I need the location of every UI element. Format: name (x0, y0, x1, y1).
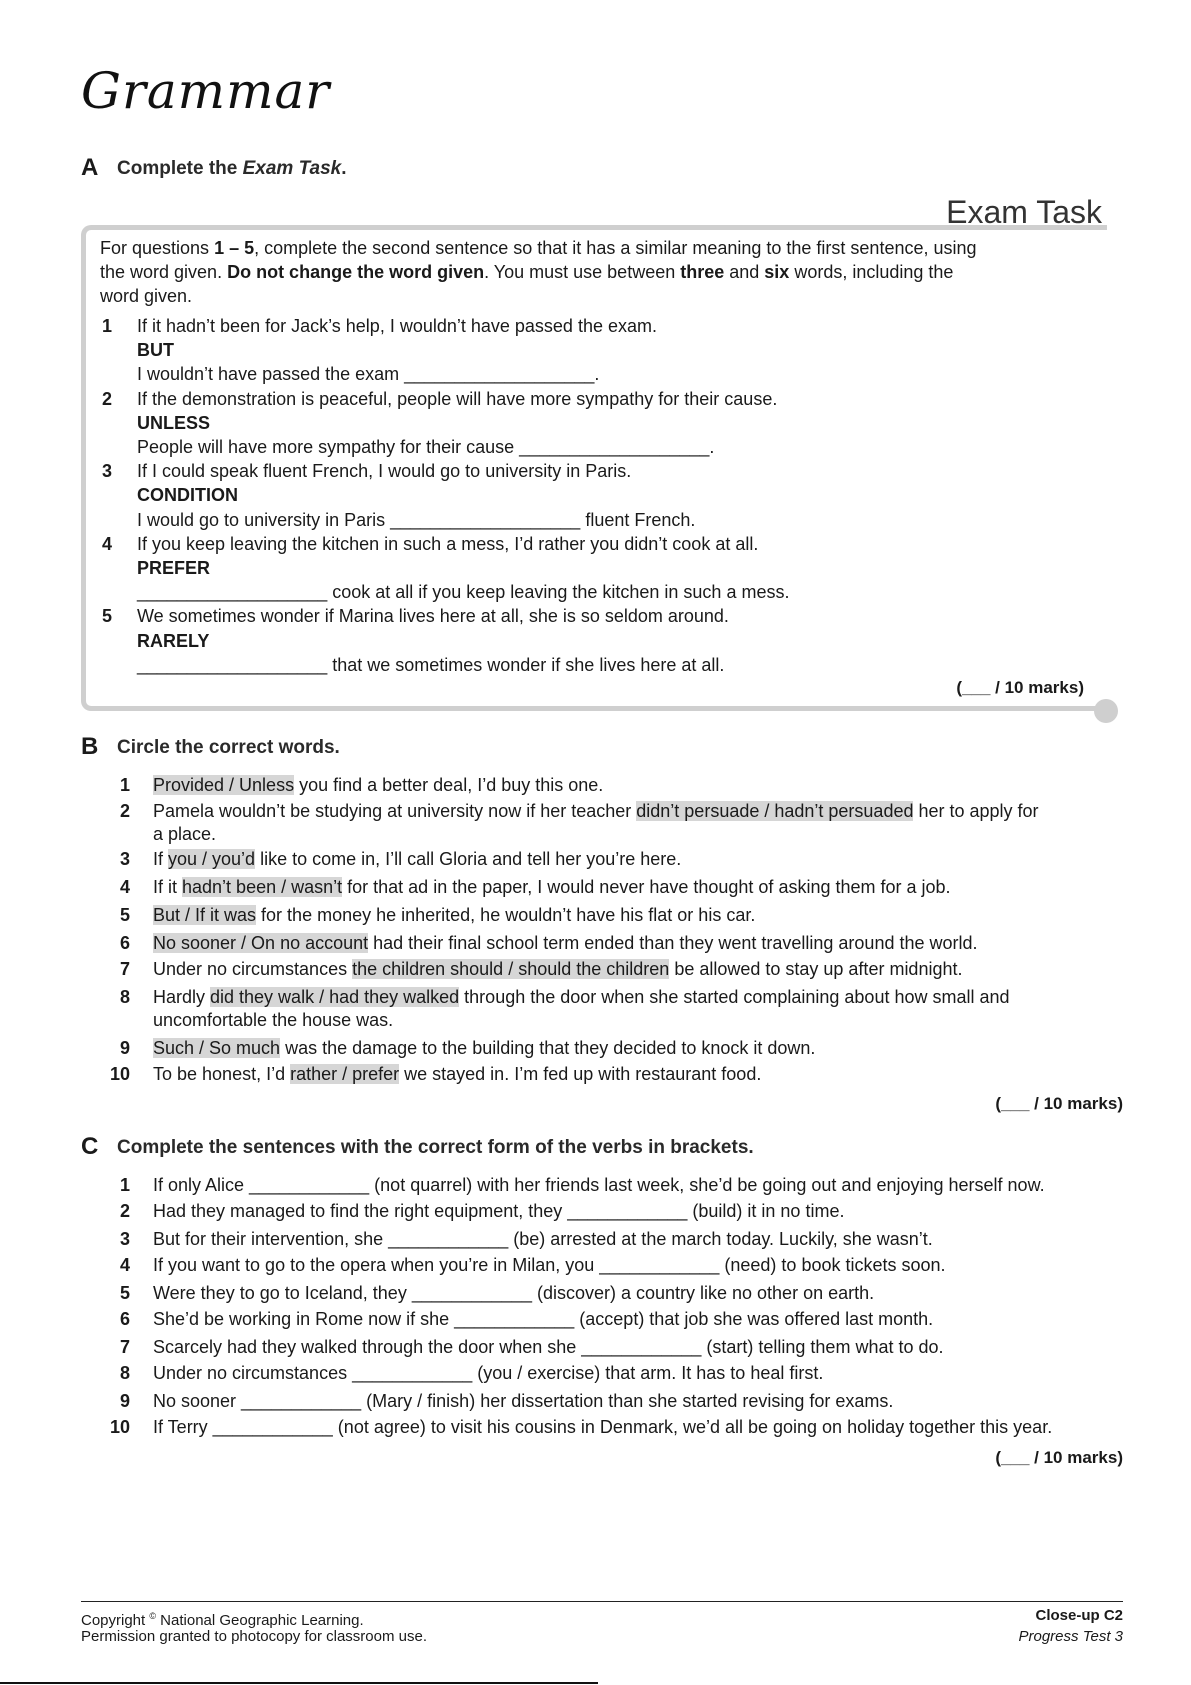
intro-text: For questions (100, 238, 215, 258)
item-answer-line[interactable]: People will have more sympathy for their cause ___________________. (137, 437, 715, 457)
section-a-instruction (117, 158, 347, 180)
list-item (153, 875, 951, 899)
intro-bold-text: 1 – 5 (214, 238, 255, 258)
intro-text: word given. (100, 286, 193, 306)
copyright-text: National Geographic Learning. (156, 1612, 364, 1629)
item-number: 3 (101, 461, 112, 482)
item-text: If (153, 849, 169, 869)
item-number: 3 (119, 1229, 130, 1249)
item-number: 6 (119, 933, 130, 953)
item-number: 6 (119, 1309, 130, 1329)
page-title: Grammar (81, 62, 331, 120)
section-a-letter: A (81, 154, 99, 181)
item-answer-line[interactable]: ___________________ that we sometimes wonder if she lives here at all. (137, 654, 725, 675)
section-c-letter: C (81, 1133, 99, 1160)
list-item (153, 957, 962, 981)
item-sentence: If I could speak fluent French, I would go to university in Paris. (137, 461, 632, 482)
intro-line (100, 284, 192, 308)
intro-bold-text: three (680, 262, 725, 282)
item-sentence: We sometimes wonder if Marina lives here at all, she is so seldom around. (137, 606, 729, 627)
item-number: 7 (119, 959, 130, 979)
intro-bold-text: six (764, 262, 790, 282)
item-text: To be honest, I’d (153, 1064, 291, 1084)
section-b-letter: B (81, 733, 99, 760)
section-b-marks: (___ / 10 marks) (995, 1094, 1123, 1113)
item-keyword: RARELY (137, 630, 210, 651)
intro-line (100, 236, 977, 260)
list-item[interactable]: Under no circumstances ____________ (you / exercise) that arm. It has to heal first. (153, 1363, 824, 1383)
item-number: 8 (119, 987, 130, 1007)
item-number: 3 (119, 849, 130, 869)
item-answer-line[interactable]: I would go to university in Paris ___________________ fluent French. (137, 509, 696, 530)
list-item[interactable]: But for their intervention, she ____________ (be) arrested at the march today. Luckily, she wasn’t. (153, 1229, 933, 1249)
item-sentence: If you keep leaving the kitchen in such a mess, I’d rather you didn’t cook at all. (137, 533, 759, 554)
item-number: 10 (109, 1064, 130, 1084)
item-number: 1 (119, 1175, 130, 1195)
list-item (153, 1036, 815, 1060)
word-choice[interactable]: you / you’d (168, 849, 256, 869)
instruction-text: Complete the (117, 158, 243, 179)
item-text: through the door when she started complaining about how small and (459, 987, 1010, 1007)
list-item (153, 985, 1010, 1009)
list-item[interactable]: No sooner ____________ (Mary / finish) her dissertation than she started revising for exams. (153, 1391, 894, 1411)
item-sentence: If it hadn’t been for Jack’s help, I wouldn’t have passed the exam. (137, 316, 657, 336)
word-choice[interactable]: rather / prefer (290, 1064, 400, 1084)
list-item[interactable]: If only Alice ____________ (not quarrel) with her friends last week, she’d be going out and enjoying herself now. (153, 1175, 1045, 1195)
item-text: Under no circumstances (153, 959, 353, 979)
instruction-text: . (341, 158, 347, 179)
footer-divider (81, 1601, 1123, 1602)
intro-bold-text: Do not change the word given (227, 262, 485, 282)
word-choice[interactable]: the children should / should the children (352, 959, 670, 979)
word-choice[interactable]: Provided / Unless (153, 775, 295, 795)
list-item[interactable]: Had they managed to find the right equipment, they ____________ (build) it in no time. (153, 1201, 845, 1221)
item-number: 7 (119, 1337, 130, 1357)
item-keyword: UNLESS (137, 412, 211, 433)
item-keyword: CONDITION (137, 485, 238, 506)
item-text: If it (153, 877, 183, 897)
footer-permission: Permission granted to photocopy for classroom use. (81, 1628, 428, 1645)
item-number: 4 (119, 877, 130, 897)
copyright-text: Copyright (81, 1612, 150, 1629)
item-text: for the money he inherited, he wouldn’t have his flat or his car. (256, 905, 756, 925)
item-number: 10 (109, 1417, 130, 1437)
item-number: 5 (119, 905, 130, 925)
list-item[interactable]: Scarcely had they walked through the door when she ____________ (start) telling them what to do. (153, 1337, 944, 1357)
list-item[interactable]: Were they to go to Iceland, they ____________ (discover) a country like no other on earth. (153, 1283, 875, 1303)
item-text: was the damage to the building that they decided to knock it down. (280, 1038, 816, 1058)
list-item (153, 847, 681, 871)
item-text: Pamela wouldn’t be studying at university now if her teacher (153, 801, 637, 821)
word-choice[interactable]: Such / So much (153, 1038, 281, 1058)
list-item[interactable]: If Terry ____________ (not agree) to visit his cousins in Denmark, we’d all be going on holiday together this year. (153, 1417, 1053, 1437)
list-item (153, 931, 978, 955)
word-choice[interactable]: But / If it was (153, 905, 257, 925)
footer-book-title: Close-up C2 (1035, 1607, 1123, 1624)
intro-line (100, 260, 953, 284)
section-c-instruction: Complete the sentences with the correct form of the verbs in brackets. (117, 1137, 754, 1158)
section-b-instruction: Circle the correct words. (117, 737, 340, 758)
item-number: 9 (119, 1391, 130, 1411)
item-keyword: BUT (137, 340, 174, 361)
item-text: we stayed in. I’m fed up with restaurant food. (399, 1064, 762, 1084)
item-number: 9 (119, 1038, 130, 1058)
item-number: 1 (101, 316, 112, 336)
item-text: had their final school term ended than they went travelling around the world. (368, 933, 978, 953)
list-item (153, 799, 1039, 823)
word-choice[interactable]: did they walk / had they walked (210, 987, 460, 1007)
copyright-symbol: © (149, 1611, 157, 1621)
item-number: 2 (119, 1201, 130, 1221)
item-answer-line[interactable]: I wouldn’t have passed the exam ___________________. (137, 364, 600, 385)
item-number: 5 (101, 606, 112, 627)
item-keyword: PREFER (137, 558, 211, 578)
item-text: like to come in, I’ll call Gloria and tell her you’re here. (255, 849, 682, 869)
item-text: you find a better deal, I’d buy this one. (294, 775, 604, 795)
item-continuation: uncomfortable the house was. (153, 1010, 394, 1030)
list-item[interactable]: If you want to go to the opera when you’re in Milan, you ____________ (need) to book tickets soon. (153, 1255, 946, 1275)
intro-text: , complete the second sentence so that it has a similar meaning to the first sentence, using (254, 238, 977, 258)
exam-task-label: Exam Task (946, 194, 1102, 230)
footer-test-name: Progress Test 3 (1018, 1628, 1123, 1645)
word-choice[interactable]: No sooner / On no account (153, 933, 369, 953)
section-c-marks: (___ / 10 marks) (995, 1448, 1123, 1467)
intro-text: the word given. (100, 262, 228, 282)
word-choice[interactable]: hadn’t been / wasn’t (182, 877, 343, 897)
instruction-emphasis: Exam Task (242, 158, 342, 179)
exam-task-box-decoration (1094, 699, 1118, 723)
intro-text: . You must use between (484, 262, 681, 282)
item-number: 2 (101, 388, 112, 409)
item-number: 4 (101, 533, 112, 554)
intro-text: words, including the (789, 262, 954, 282)
item-answer-line[interactable]: ___________________ cook at all if you keep leaving the kitchen in such a mess. (137, 582, 790, 603)
item-text: her to apply for (913, 801, 1039, 821)
section-a-marks: (___ / 10 marks) (956, 678, 1084, 697)
item-number: 1 (119, 775, 130, 795)
list-item (153, 773, 603, 797)
word-choice[interactable]: didn’t persuade / hadn’t persuaded (636, 801, 914, 821)
item-continuation: a place. (153, 824, 217, 844)
page-edge-line (0, 1682, 598, 1684)
list-item[interactable]: She’d be working in Rome now if she ____________ (accept) that job she was offered last month. (153, 1309, 934, 1329)
item-number: 2 (119, 801, 130, 821)
item-text: Hardly (153, 987, 211, 1007)
item-text: be allowed to stay up after midnight. (669, 959, 963, 979)
item-number: 5 (119, 1283, 130, 1303)
item-number: 4 (119, 1255, 130, 1275)
item-text: for that ad in the paper, I would never have thought of asking them for a job. (342, 877, 951, 897)
item-number: 8 (119, 1363, 130, 1383)
item-sentence: If the demonstration is peaceful, people will have more sympathy for their cause. (137, 388, 778, 409)
list-item (153, 1062, 761, 1086)
intro-text: and (724, 262, 765, 282)
list-item (153, 903, 755, 927)
